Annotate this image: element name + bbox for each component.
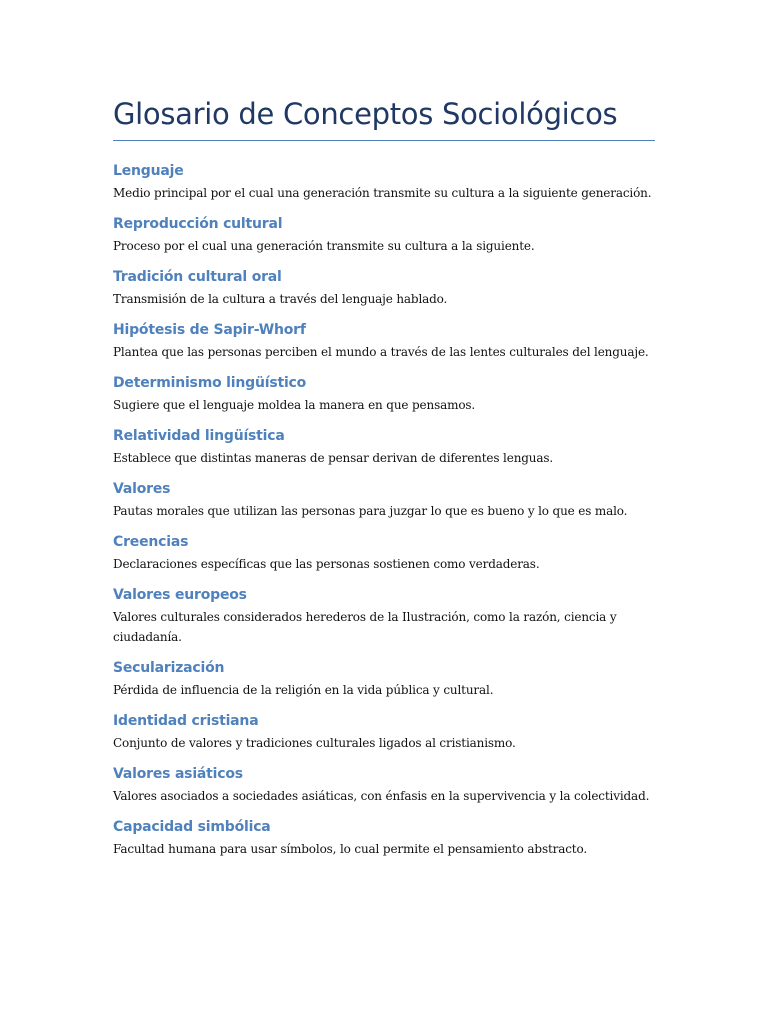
document-page — [113, 96, 655, 871]
glossary-entry — [113, 374, 655, 415]
glossary-definition: Facultad humana para usar símbolos, lo cual permite el pensamiento abstracto. — [113, 842, 587, 856]
glossary-definition: Pautas morales que utilizan las personas para juzgar lo que es bueno y lo que es malo. — [113, 504, 628, 518]
glossary-term: Hipótesis de Sapir-Whorf — [113, 322, 306, 338]
glossary-definition: Declaraciones específicas que las personas sostienen como verdaderas. — [113, 557, 540, 571]
glossary-term: Determinismo lingüístico — [113, 375, 307, 391]
glossary-definition: Valores culturales considerados herederos de la Ilustración, como la razón, ciencia y ciudadanía. — [113, 610, 617, 644]
glossary-definition: Pérdida de influencia de la religión en la vida pública y cultural. — [113, 683, 494, 697]
glossary-entry — [113, 215, 655, 256]
glossary-term: Tradición cultural oral — [113, 269, 282, 285]
glossary-definition: Sugiere que el lenguaje moldea la manera en que pensamos. — [113, 398, 476, 412]
glossary-entry — [113, 427, 655, 468]
glossary-entry — [113, 586, 655, 647]
glossary-definition: Proceso por el cual una generación transmite su cultura a la siguiente. — [113, 239, 535, 253]
glossary-term: Relatividad lingüística — [113, 428, 285, 444]
glossary-definition: Plantea que las personas perciben el mundo a través de las lentes culturales del lenguaje. — [113, 345, 649, 359]
glossary-entry — [113, 321, 655, 362]
glossary-term: Lenguaje — [113, 163, 184, 179]
glossary-term: Reproducción cultural — [113, 216, 283, 232]
glossary-term: Valores europeos — [113, 587, 247, 603]
glossary-definition: Transmisión de la cultura a través del lenguaje hablado. — [113, 292, 448, 306]
glossary-term: Valores asiáticos — [113, 766, 243, 782]
glossary-entry — [113, 162, 655, 203]
glossary-term: Creencias — [113, 534, 189, 550]
glossary-entry — [113, 765, 655, 806]
glossary-entry — [113, 480, 655, 521]
glossary-entry — [113, 268, 655, 309]
glossary-entry — [113, 659, 655, 700]
glossary-entry — [113, 712, 655, 753]
glossary-entry — [113, 818, 655, 859]
glossary-definition: Establece que distintas maneras de pensar derivan de diferentes lenguas. — [113, 451, 554, 465]
glossary-term: Valores — [113, 481, 171, 497]
glossary-definition: Medio principal por el cual una generación transmite su cultura a la siguiente generación. — [113, 186, 652, 200]
glossary-term: Capacidad simbólica — [113, 819, 271, 835]
glossary-list — [113, 162, 655, 859]
glossary-term: Identidad cristiana — [113, 713, 259, 729]
glossary-definition: Valores asociados a sociedades asiáticas, con énfasis en la supervivencia y la colectividad. — [113, 789, 650, 803]
glossary-term: Secularización — [113, 660, 225, 676]
page-title: Glosario de Conceptos Sociológicos — [113, 96, 655, 141]
glossary-entry — [113, 533, 655, 574]
glossary-definition: Conjunto de valores y tradiciones culturales ligados al cristianismo. — [113, 736, 516, 750]
